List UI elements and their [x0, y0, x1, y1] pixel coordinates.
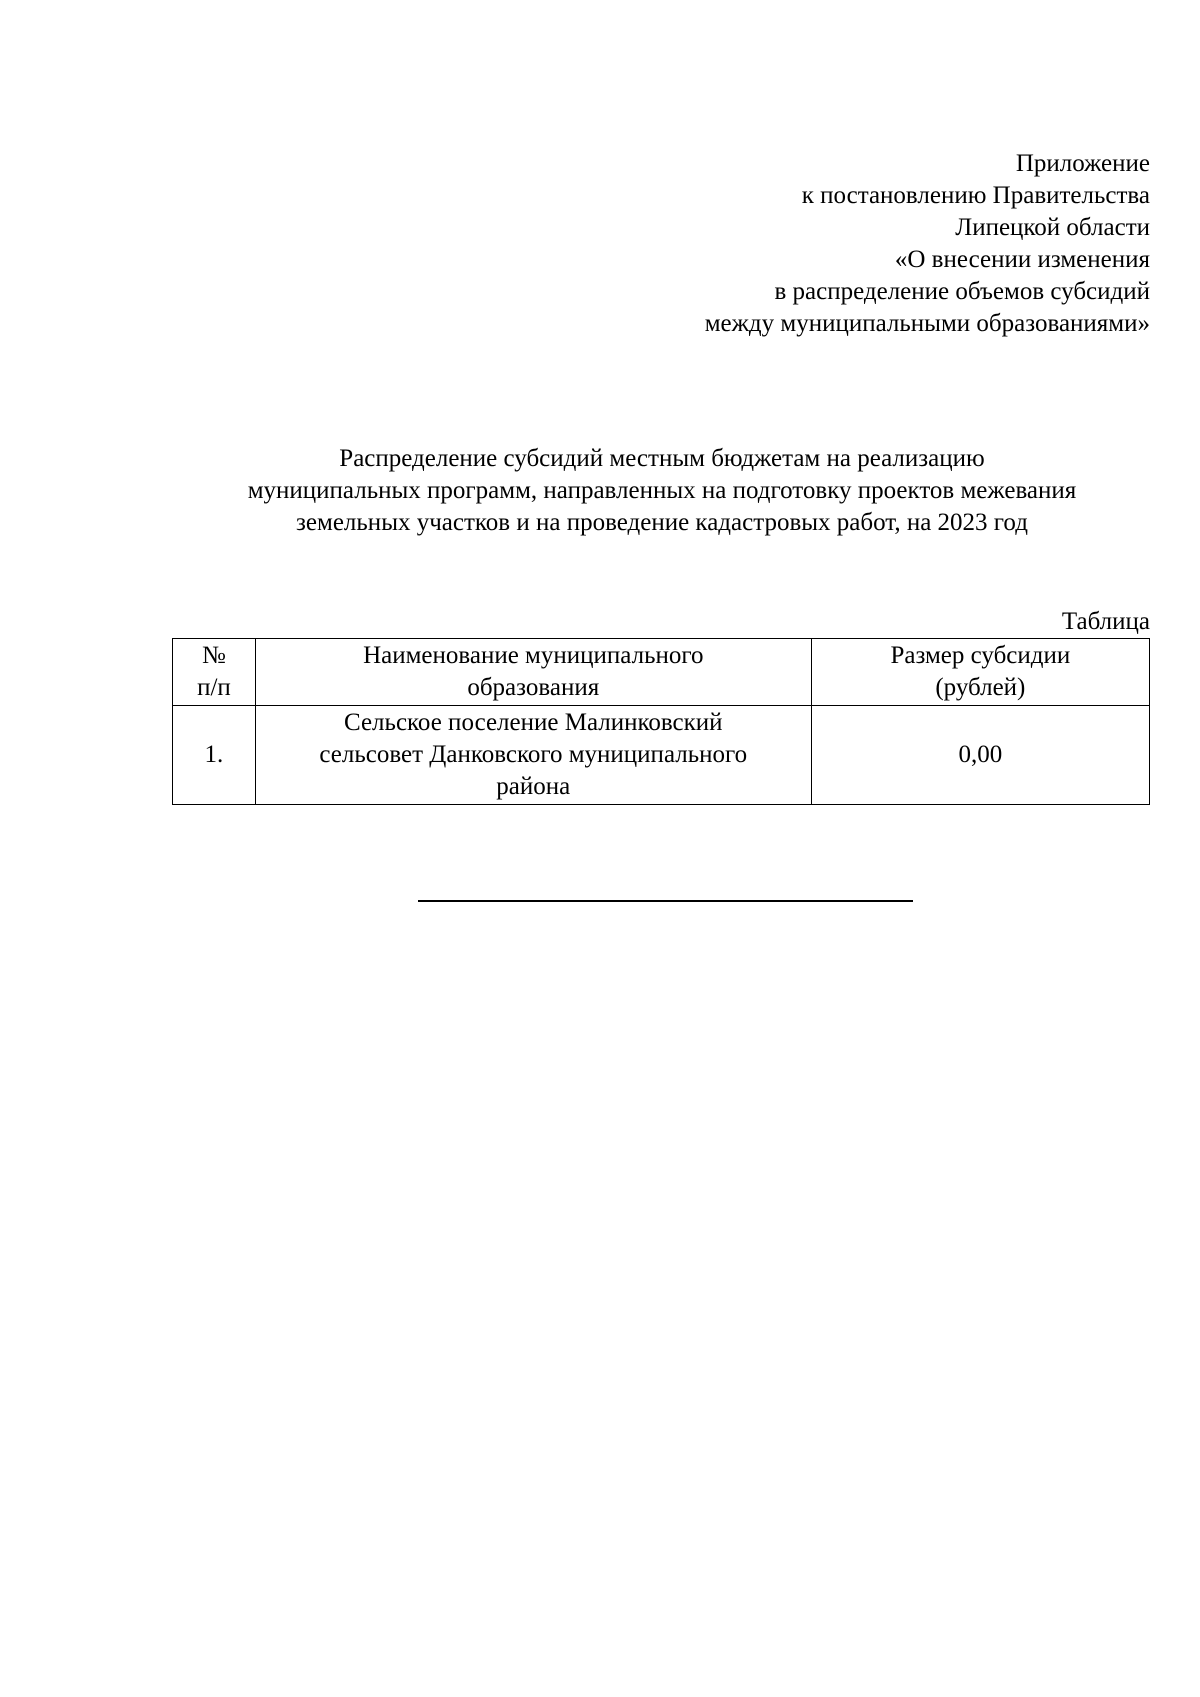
cell-amount: 0,00 — [811, 706, 1149, 805]
cell-name-line: района — [496, 773, 571, 800]
table-row — [173, 706, 1150, 805]
cell-name — [255, 706, 811, 805]
document-title-line: Распределение субсидий местным бюджетам на реализацию — [339, 445, 985, 472]
document-title-line: муниципальных программ, направленных на подготовку проектов межевания — [247, 477, 1077, 504]
header-name — [255, 639, 811, 706]
appendix-header-line: к постановлению Правительства — [801, 182, 1150, 209]
header-name-line: Наименование муниципального — [363, 642, 704, 669]
closing-rule — [418, 900, 913, 902]
subsidy-table — [172, 638, 1150, 805]
appendix-header-line: в распределение объемов субсидий — [774, 278, 1150, 305]
header-amount-line: (рублей) — [935, 674, 1026, 701]
cell-number: 1. — [173, 706, 256, 805]
header-number-line: п/п — [197, 674, 231, 701]
header-number-line: № — [201, 642, 226, 669]
header-name-line: образования — [467, 674, 600, 701]
appendix-header-line: «О внесении изменения — [894, 246, 1150, 273]
header-number — [173, 639, 256, 706]
appendix-header-line: Липецкой области — [955, 214, 1150, 241]
appendix-header — [590, 148, 1150, 340]
header-amount-line: Размер субсидии — [890, 642, 1071, 669]
table-caption: Таблица — [1061, 608, 1150, 635]
header-amount — [811, 639, 1149, 706]
appendix-header-line: между муниципальными образованиями» — [704, 310, 1150, 337]
cell-name-line: сельсовет Данковского муниципального — [319, 741, 748, 768]
document-title-line: земельных участков и на проведение кадастровых работ, на 2023 год — [296, 509, 1028, 536]
document-title — [172, 443, 1152, 539]
appendix-header-line: Приложение — [1015, 150, 1150, 177]
cell-name-line: Сельское поселение Малинковский — [343, 709, 723, 736]
table-header-row — [173, 639, 1150, 706]
